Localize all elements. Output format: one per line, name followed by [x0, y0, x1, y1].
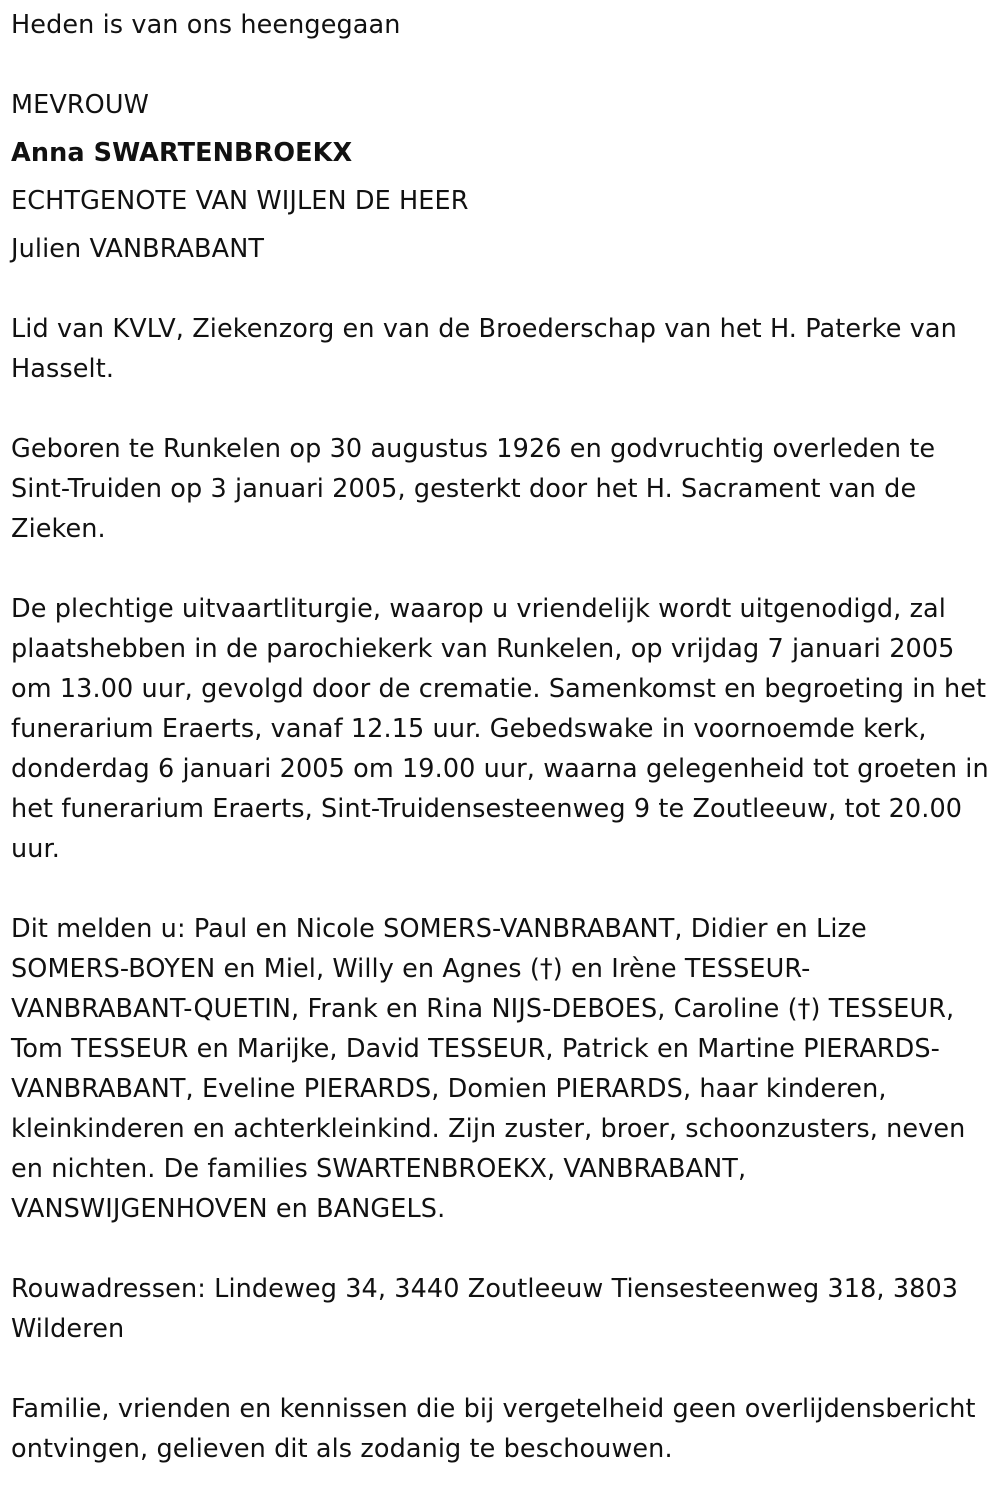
deceased-name: Anna SWARTENBROEKX [11, 138, 353, 168]
honorific-title: MEVROUW [11, 90, 149, 120]
family-paragraph: Dit melden u: Paul en Nicole SOMERS-VANBRABANT, Didier en Lize SOMERS-BOYEN en Miel, Willy en Agnes (†) en Irène TESSEUR-VANBRABANT-QUETIN, Frank en Rina NIJS-DEBOES, Caroline (†) TESSEUR, Tom TESSEUR en Marijke, David TESSEUR, Patrick en Martine PIERARDS-VANBRABANT, Eveline PIERARDS, Domien PIERARDS, haar kinderen, kleinkinderen en achterkleinkind. Zijn zuster, broer, schoonzusters, neven en nichten. De families SWARTENBROEKX, VANBRABANT, VANSWIJGENHOVEN en BANGELS. [11, 914, 966, 1224]
obituary-notice [11, 5, 991, 1469]
funeral-paragraph: De plechtige uitvaartliturgie, waarop u vriendelijk wordt uitgenodigd, zal plaatshebben in de parochiekerk van Runkelen, op vrijdag 7 januari 2005 om 13.00 uur, gevolgd door de crematie. Samenkomst en begroeting in het funerarium Eraerts, vanaf 12.15 uur. Gebedswake in voornoemde kerk, donderdag 6 januari 2005 om 19.00 uur, waarna gelegenheid tot groeten in het funerarium Eraerts, Sint-Truidensesteenweg 9 te Zoutleeuw, tot 20.00 uur. [11, 594, 989, 864]
birth-death-paragraph: Geboren te Runkelen op 30 augustus 1926 en godvruchtig overleden te Sint-Truiden op 3 januari 2005, gesterkt door het H. Sacrament van de Zieken. [11, 434, 936, 544]
relation-text: ECHTGENOTE VAN WIJLEN DE HEER [11, 186, 469, 216]
membership-paragraph: Lid van KVLV, Ziekenzorg en van de Broederschap van het H. Paterke van Hasselt. [11, 314, 957, 384]
closing-paragraph: Familie, vrienden en kennissen die bij vergetelheid geen overlijdensbericht ontvingen, gelieven dit als zodanig te beschouwen. [11, 1394, 976, 1464]
addresses-paragraph: Rouwadressen: Lindeweg 34, 3440 Zoutleeuw Tiensesteenweg 318, 3803 Wilderen [11, 1274, 959, 1344]
spouse-name: Julien VANBRABANT [11, 234, 265, 264]
intro-text: Heden is van ons heengegaan [11, 10, 401, 40]
